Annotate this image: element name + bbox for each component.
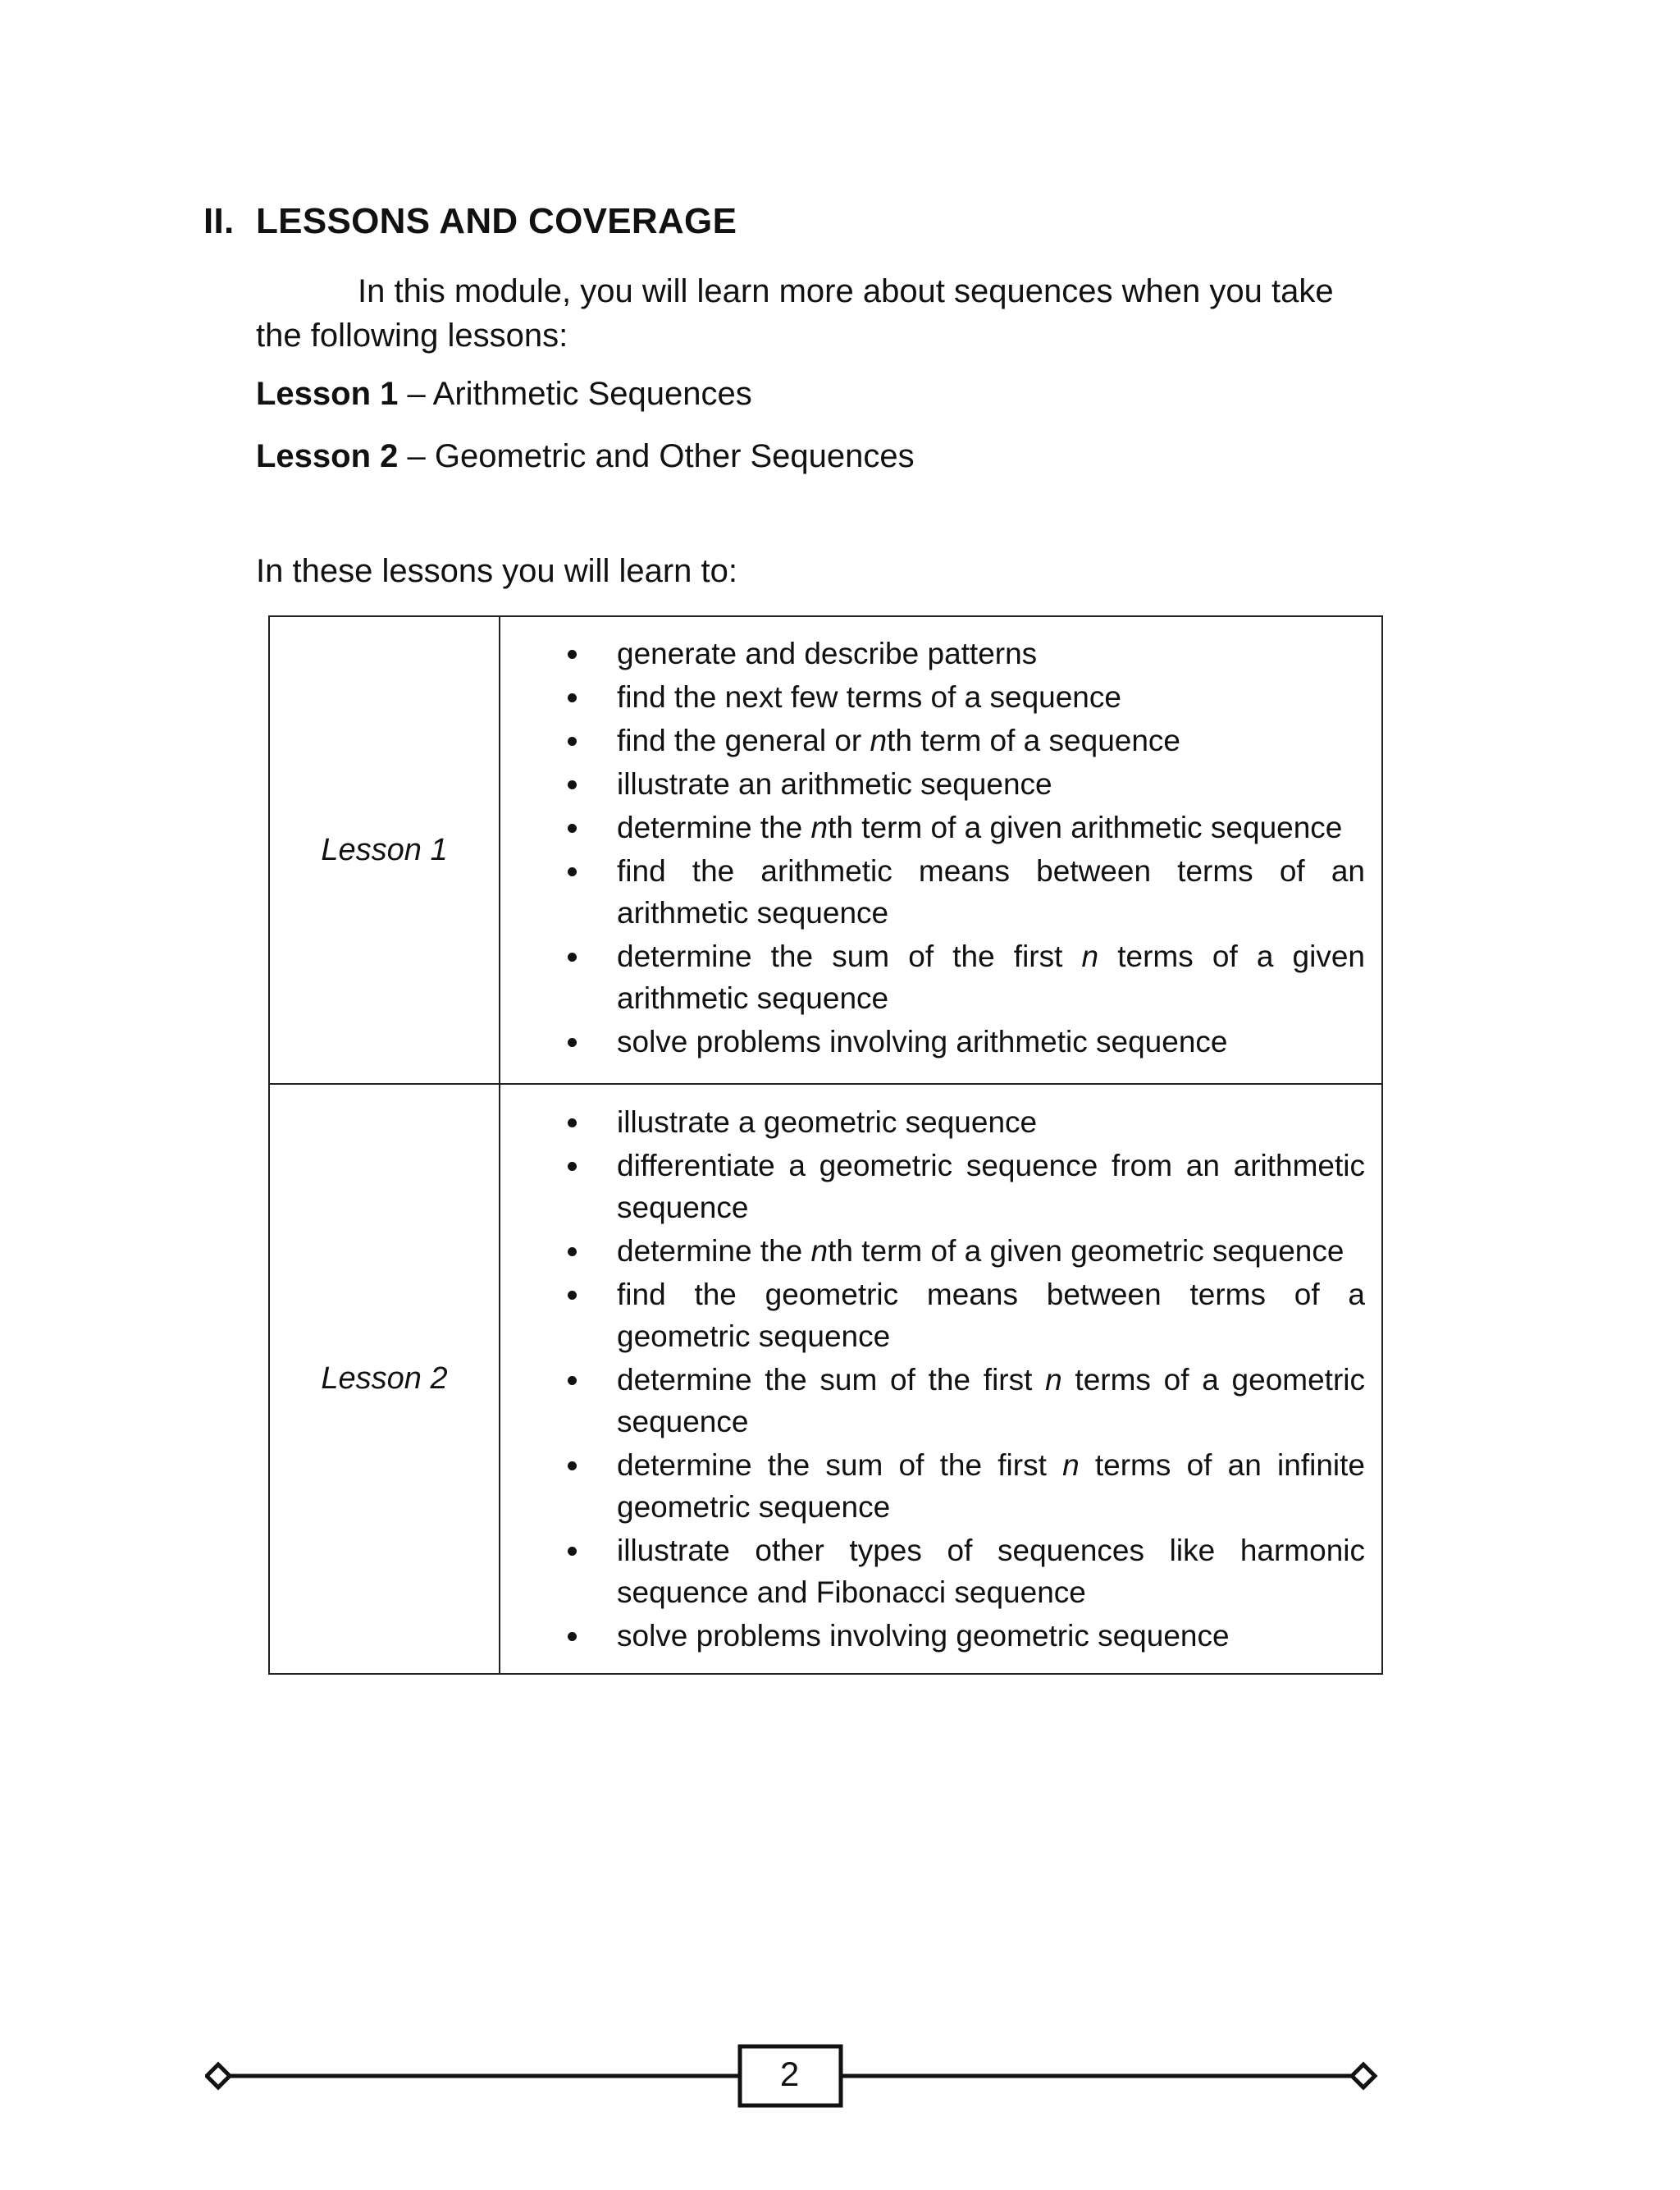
- bullet-icon: [568, 1461, 577, 1470]
- bullet-icon: [568, 780, 577, 789]
- section-heading: [203, 201, 737, 242]
- bullet-icon: [568, 1162, 577, 1171]
- objective-text: determine the sum of the first n terms of an infinite geometric sequence: [617, 1448, 1365, 1524]
- lesson-2-name: Geometric and Other Sequences: [434, 438, 915, 474]
- lesson-2-label: Lesson 2: [256, 438, 399, 474]
- intro-paragraph: [256, 269, 1388, 358]
- objective-item: [500, 1145, 1365, 1228]
- objectives-list: [500, 1085, 1381, 1673]
- objective-text: find the general or nth term of a sequence: [617, 724, 1181, 757]
- objectives-list: [500, 624, 1381, 1076]
- objective-text: determine the sum of the first n terms of a given arithmetic sequence: [617, 940, 1366, 1015]
- page-number: 2: [779, 2055, 800, 2093]
- objective-item: [500, 1101, 1365, 1143]
- objective-item: [500, 720, 1365, 761]
- page-footer: [205, 2043, 1378, 2109]
- lesson-1-separator: –: [398, 376, 433, 412]
- bullet-icon: [568, 1291, 577, 1300]
- bullet-icon: [568, 650, 577, 659]
- objective-item: [500, 676, 1365, 718]
- table-row: [269, 616, 1382, 1084]
- bullet-icon: [568, 1038, 577, 1047]
- objective-text: generate and describe patterns: [617, 637, 1038, 670]
- bullet-icon: [568, 953, 577, 962]
- table-row: [269, 1084, 1382, 1674]
- footer-right-diamond-icon: [1352, 2064, 1375, 2087]
- objective-text: illustrate other types of sequences like harmonic sequence and Fibonacci sequence: [617, 1534, 1365, 1609]
- objective-text: determine the sum of the first n terms of a geometric sequence: [617, 1363, 1365, 1438]
- lesson-cell: Lesson 2: [269, 1084, 500, 1674]
- objective-text: find the arithmetic means between terms of an arithmetic sequence: [617, 854, 1365, 930]
- objectives-cell: [500, 616, 1382, 1084]
- objective-item: [500, 1273, 1365, 1357]
- objective-item: [500, 807, 1365, 848]
- objective-text: solve problems involving geometric sequence: [617, 1619, 1230, 1653]
- objective-item: [500, 1021, 1365, 1063]
- objective-item: [500, 1529, 1365, 1613]
- objective-item: [500, 1230, 1365, 1272]
- bullet-icon: [568, 693, 577, 702]
- objective-text: solve problems involving arithmetic sequence: [617, 1025, 1228, 1058]
- intro-text: In this module, you will learn more about sequences when you take the following lessons:: [256, 273, 1334, 354]
- bullet-icon: [568, 1118, 577, 1127]
- lesson-1-line: [256, 376, 752, 413]
- objective-text: illustrate an arithmetic sequence: [617, 767, 1052, 801]
- lesson-1-label: Lesson 1: [256, 376, 399, 412]
- lesson-cell: Lesson 1: [269, 616, 500, 1084]
- objective-item: [500, 633, 1365, 674]
- objective-text: illustrate a geometric sequence: [617, 1105, 1038, 1139]
- objectives-cell: [500, 1084, 1382, 1674]
- coverage-table: [268, 615, 1383, 1675]
- objective-item: [500, 1615, 1365, 1657]
- objective-text: determine the nth term of a given arithmetic sequence: [617, 811, 1343, 844]
- objective-text: differentiate a geometric sequence from an arithmetic sequence: [617, 1149, 1365, 1224]
- bullet-icon: [568, 737, 577, 746]
- objective-item: [500, 763, 1365, 805]
- objective-text: determine the nth term of a given geometric sequence: [617, 1234, 1344, 1268]
- lesson-2-line: [256, 438, 915, 475]
- lesson-2-separator: –: [398, 438, 435, 474]
- bullet-icon: [568, 1376, 577, 1385]
- bullet-icon: [568, 1247, 577, 1256]
- section-numeral: II.: [203, 201, 235, 241]
- objective-item: [500, 1359, 1365, 1442]
- objective-item: [500, 935, 1365, 1019]
- bullet-icon: [568, 1547, 577, 1556]
- objective-item: [500, 850, 1365, 934]
- lesson-1-name: Arithmetic Sequences: [432, 376, 752, 412]
- learn-lead-text: In these lessons you will learn to:: [256, 553, 737, 589]
- objective-text: find the geometric means between terms of a geometric sequence: [617, 1278, 1365, 1353]
- section-title: LESSONS AND COVERAGE: [256, 201, 737, 241]
- objective-item: [500, 1444, 1365, 1528]
- footer-left-diamond-icon: [207, 2064, 230, 2087]
- bullet-icon: [568, 824, 577, 833]
- objective-text: find the next few terms of a sequence: [617, 680, 1121, 714]
- bullet-icon: [568, 1632, 577, 1641]
- bullet-icon: [568, 867, 577, 876]
